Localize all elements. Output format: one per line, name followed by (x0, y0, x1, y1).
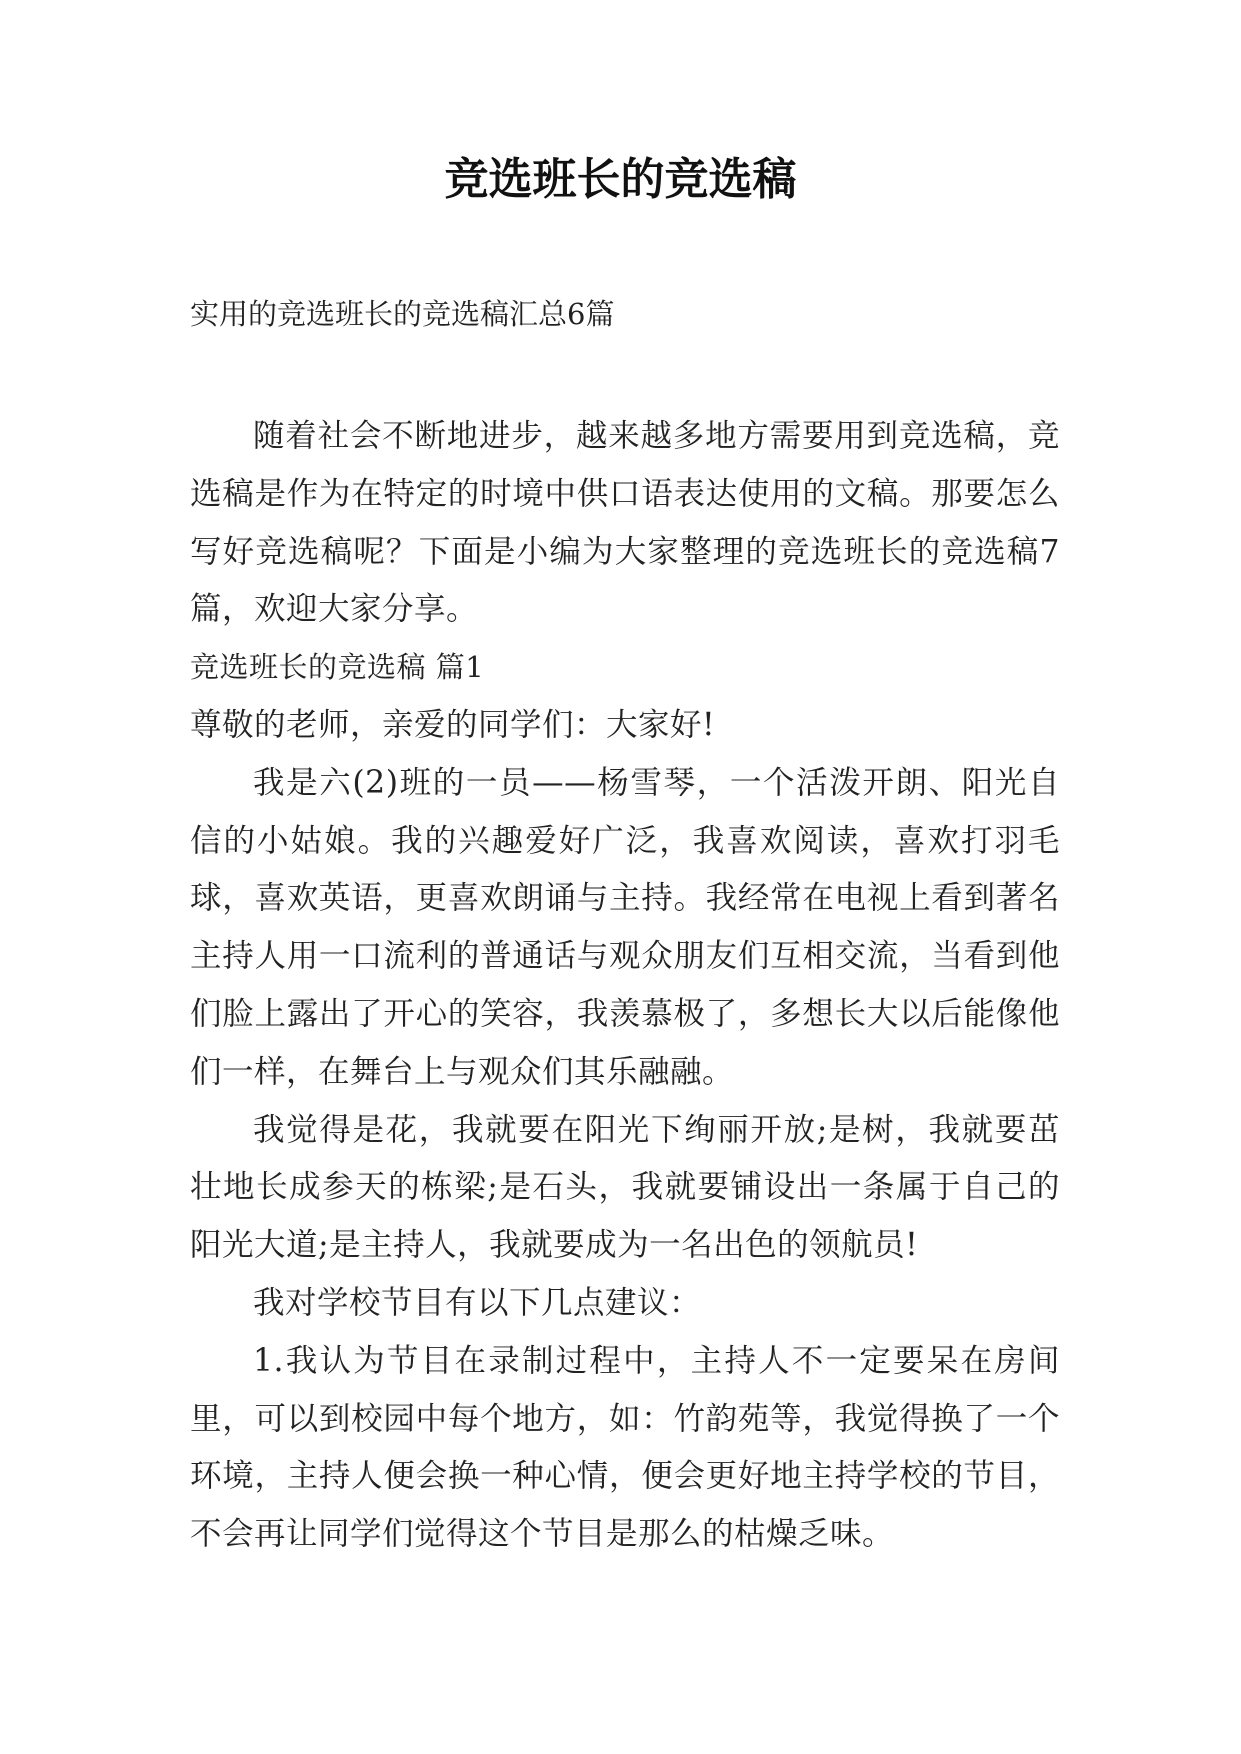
document-title: 竞选班长的竞选稿 (444, 154, 797, 205)
document-subtitle: 实用的竞选班长的竞选稿汇总6篇 (190, 297, 615, 331)
self-introduction-paragraph: 我是六(2)班的一员——杨雪琴，一个活泼开朗、阳光自信的小姑娘。我的兴趣爱好广泛，我喜欢阅读，喜欢打羽毛球，喜欢英语，更喜欢朗诵与主持。我经常在电视上看到著名主持人用一口流利的普通话与观众朋友们互相交流，当看到他们脸上露出了开心的笑容，我羡慕极了，多想长大以后能像他们一样，在舞台上与观众们其乐融融。 (190, 764, 1060, 1090)
document-body (190, 408, 1060, 1564)
section-heading: 竞选班长的竞选稿 篇1 (190, 650, 485, 685)
suggestions-intro: 我对学校节目有以下几点建议： (253, 1284, 702, 1321)
aspiration-paragraph: 我觉得是花，我就要在阳光下绚丽开放;是树，我就要茁壮地长成参天的栋梁;是石头，我就要铺设出一条属于自己的阳光大道;是主持人，我就要成为一名出色的领航员! (190, 1111, 1060, 1264)
greeting-line: 尊敬的老师，亲爱的同学们：大家好! (190, 706, 716, 743)
intro-paragraph: 随着社会不断地进步，越来越多地方需要用到竞选稿，竞选稿是作为在特定的时境中供口语表达使用的文稿。那要怎么写好竞选稿呢？下面是小编为大家整理的竞选班长的竞选稿7篇，欢迎大家分享。 (190, 418, 1060, 628)
suggestion-item: 1.我认为节目在录制过程中，主持人不一定要呆在房间里，可以到校园中每个地方，如：竹韵苑等，我觉得换了一个环境，主持人便会换一种心情，便会更好地主持学校的节目，不会再让同学们觉得这个节目是那么的枯燥乏味。 (190, 1342, 1060, 1553)
